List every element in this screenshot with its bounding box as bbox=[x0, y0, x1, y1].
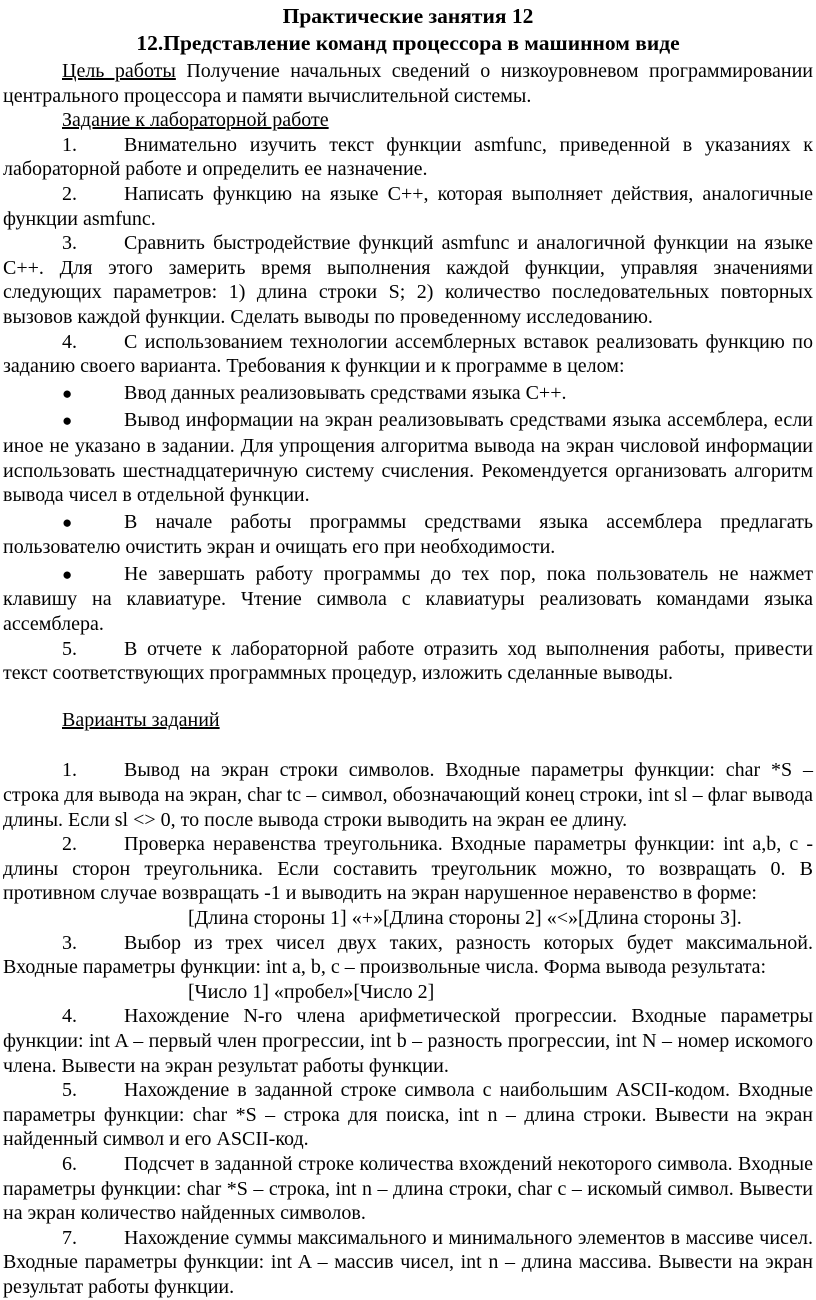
task-item-2: 2. Написать функцию на языке С++, которая выполняет действия, аналогичные функции asmfunc. bbox=[3, 182, 813, 230]
variant-item-5: 5. Нахождение в заданной строке символа с наибольшим ASCII-кодом. Входные параметры функции: char *S – строка для поиска, int n – длина строки. Вывести на экран найденный символ и его ASCII-код. bbox=[3, 1079, 813, 1151]
variant-3-format: [Число 1] «пробел»[Число 2] bbox=[188, 980, 435, 1003]
task-item-4: 4. С использованием технологии ассемблерных вставок реализовать функцию по заданию своего варианта. Требования к функции и к программе в целом: bbox=[3, 330, 813, 378]
section-title: 12.Представление команд процессора в машинном виде bbox=[136, 31, 680, 55]
variants-heading: Варианты заданий bbox=[62, 708, 220, 731]
variant-item-1: 1. Вывод на экран строки символов. Входные параметры функции: char *S – строка для вывода на экран, char tc – символ, обозначающий конец строки, int sl – флаг вывода длины. Если sl <> 0, то после вывода строки выводить на экран ее длину. bbox=[3, 759, 813, 831]
bullet-icon: ● bbox=[62, 564, 73, 584]
variant-2-format: [Длина стороны 1] «+»[Длина стороны 2] «<»[Длина стороны 3]. bbox=[188, 907, 742, 929]
task-item-1: 1. Внимательно изучить текст функции asmfunc, приведенной в указаниях к лабораторной работе и определить ее назначение. bbox=[3, 133, 813, 181]
task-item-3: 3. Сравнить быстродействие функций asmfunc и аналогичной функции на языке С++. Для этого замерить время выполнения каждой функции, управляя значениями следующих параметров: 1) длина строки S; 2) количество последовательных повторных вызовов каждой функции. Сделать выводы по проведенному исследованию. bbox=[3, 232, 813, 328]
variant-item-2: 2. Проверка неравенства треугольника. Входные параметры функции: int a,b, c - длины сторон треугольника. Если составить треугольник можно, то возвращать 0. В противном случае возвращать -1 и выводить на экран нарушенное неравенство в форме: bbox=[3, 833, 813, 905]
goal-paragraph bbox=[3, 59, 813, 108]
task-heading: Задание к лабораторной работе bbox=[62, 109, 329, 132]
bullet-icon: ● bbox=[62, 383, 73, 403]
task-item-5: 5. В отчете к лабораторной работе отразить ход выполнения работы, привести текст соответствующих программных процедур, изложить сделанные выводы. bbox=[3, 637, 813, 685]
goal-text: Получение начальных сведений о низкоуровневом программировании центрального процессора и памяти вычислительной системы. bbox=[3, 60, 814, 107]
variant-item-3: 3. Выбор из трех чисел двух таких, разность которых будет максимальной. Входные параметры функции: int a, b, c – произвольные числа. Форма вывода результата: bbox=[3, 931, 813, 979]
requirement-item-3: ● В начале работы программы средствами языка ассемблера предлагать пользователю очистить экран и очищать его при необходимости. bbox=[3, 510, 813, 559]
variant-item-6: 6. Подсчет в заданной строке количества вхождений некоторого символа. Входные параметры функции: char *S – строка, int n – длина строки, char c – искомый символ. Вывести на экран количество найденных символов. bbox=[3, 1152, 813, 1225]
requirement-item-1: ● Ввод данных реализовывать средствами языка С++. bbox=[3, 381, 813, 407]
variant-item-4: 4. Нахождение N-го члена арифметической прогрессии. Входные параметры функции: int A – первый член прогрессии, int b – разность прогрессии, int N – номер искомого члена. Вывести на экран результат работы функции. bbox=[3, 1005, 813, 1077]
variant-item-7: 7. Нахождение суммы максимального и минимального элементов в массиве чисел. Входные параметры функции: int A – массив чисел, int n – длина массива. Вывести на экран результат работы функции. bbox=[3, 1226, 813, 1298]
bullet-icon: ● bbox=[62, 512, 73, 532]
requirement-item-2: ● Вывод информации на экран реализовывать средствами языка ассемблера, если иное не указано в задании. Для упрощения алгоритма вывода на экран числовой информации использовать шестнадцатеричную систему счисления. Рекомендуется организовать алгоритм вывода чисел в отдельной функции. bbox=[3, 409, 813, 507]
page-title: Практические занятия 12 bbox=[282, 4, 534, 28]
bullet-icon: ● bbox=[62, 411, 73, 431]
goal-label: Цель работы bbox=[62, 60, 176, 82]
requirement-item-4: ● Не завершать работу программы до тех пор, пока пользователь не нажмет клавишу на клавиатуре. Чтение символа с клавиатуры реализовать командами языка ассемблера. bbox=[3, 562, 813, 636]
